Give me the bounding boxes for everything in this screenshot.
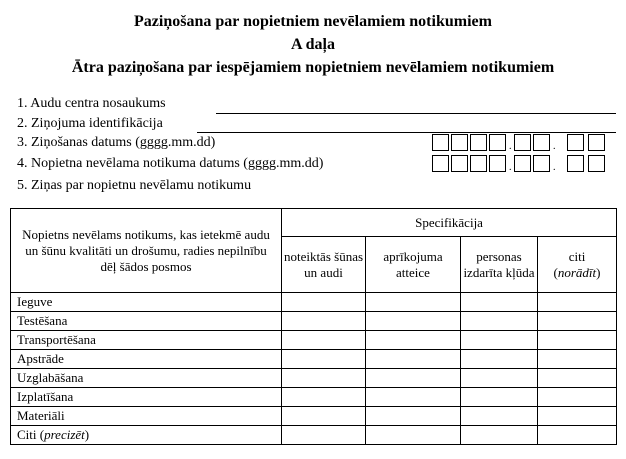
table-cell[interactable]	[282, 369, 366, 388]
row-label: Uzglabāšana	[11, 369, 282, 388]
table-cell[interactable]	[461, 369, 538, 388]
column-header-other: citi (norādīt)	[538, 237, 617, 293]
event-date-digit-box[interactable]	[514, 155, 531, 172]
table-cell[interactable]	[538, 426, 617, 445]
event-date-digit-box[interactable]	[588, 155, 605, 172]
specification-header: Specifikācija	[282, 209, 617, 237]
table-cell[interactable]	[538, 312, 617, 331]
table-row	[11, 388, 617, 407]
table-cell[interactable]	[282, 293, 366, 312]
tissue-centre-name-input-line[interactable]	[216, 113, 616, 114]
date-separator: .	[553, 141, 556, 152]
stage-column-header: Nopietns nevēlams notikums, kas ietekmē audu un šūnu kvalitāti un drošumu, radies nepilnību dēļ šādos posmos	[11, 209, 282, 293]
table-cell[interactable]	[538, 331, 617, 350]
row-label-other: Citi (precizēt)	[11, 426, 282, 445]
row-label: Transportēšana	[11, 331, 282, 350]
event-date-digit-box[interactable]	[432, 155, 449, 172]
table-cell[interactable]	[538, 350, 617, 369]
event-date-digit-box[interactable]	[451, 155, 468, 172]
event-date-digit-box[interactable]	[470, 155, 487, 172]
table-cell[interactable]	[282, 426, 366, 445]
table-cell[interactable]	[461, 312, 538, 331]
table-row	[11, 407, 617, 426]
row-label: Materiāli	[11, 407, 282, 426]
field-report-date-label: 3. Ziņošanas datums (gggg.mm.dd)	[17, 135, 216, 150]
row-label-other-note: precizēt	[44, 427, 85, 442]
form-part: A daļa	[290, 36, 335, 53]
table-cell[interactable]	[461, 350, 538, 369]
table-row	[11, 312, 617, 331]
field-event-date-label: 4. Nopietna nevēlama notikuma datums (gggg.mm.dd)	[17, 156, 324, 171]
table-cell[interactable]	[366, 407, 461, 426]
date-separator: .	[553, 162, 556, 173]
report-date-digit-box[interactable]	[588, 134, 605, 151]
row-label: Izplatīšana	[11, 388, 282, 407]
table-row	[11, 350, 617, 369]
date-separator: .	[509, 162, 512, 173]
table-cell[interactable]	[538, 293, 617, 312]
table-cell[interactable]	[461, 331, 538, 350]
column-header-tissues: noteiktās šūnas un audi	[282, 237, 366, 293]
table-cell[interactable]	[282, 331, 366, 350]
table-cell[interactable]	[282, 407, 366, 426]
table-cell[interactable]	[461, 426, 538, 445]
report-date-digit-box[interactable]	[489, 134, 506, 151]
table-cell[interactable]	[461, 388, 538, 407]
table-row	[11, 331, 617, 350]
row-label: Ieguve	[11, 293, 282, 312]
column-header-equipment-failure: aprīkojuma atteice	[366, 237, 461, 293]
table-row	[11, 369, 617, 388]
table-header-row	[11, 209, 617, 237]
report-date-digit-box[interactable]	[470, 134, 487, 151]
column-header-human-error: personas izdarīta kļūda	[461, 237, 538, 293]
table-cell[interactable]	[282, 312, 366, 331]
column-header-other-note: norādīt	[557, 264, 597, 280]
field-report-id-label: 2. Ziņojuma identifikācija	[17, 116, 163, 131]
table-cell[interactable]	[461, 293, 538, 312]
form-subtitle: Ātra paziņošana par iespējamiem nopietniem nevēlamiem notikumiem	[71, 59, 555, 76]
table-cell[interactable]	[366, 331, 461, 350]
field-event-info-label: 5. Ziņas par nopietnu nevēlamu notikumu	[17, 178, 252, 193]
table-cell[interactable]	[461, 407, 538, 426]
table-cell[interactable]	[366, 426, 461, 445]
form-title: Paziņošana par nopietniem nevēlamiem notikumiem	[134, 13, 492, 30]
report-date-digit-box[interactable]	[432, 134, 449, 151]
table-cell[interactable]	[538, 369, 617, 388]
table-cell[interactable]	[538, 388, 617, 407]
event-date-digit-box[interactable]	[489, 155, 506, 172]
field-tissue-centre-name-label: 1. Audu centra nosaukums	[17, 96, 166, 111]
table-cell[interactable]	[366, 388, 461, 407]
table-cell[interactable]	[366, 312, 461, 331]
row-label: Apstrāde	[11, 350, 282, 369]
table-cell[interactable]	[282, 388, 366, 407]
row-label-other-text: Citi	[17, 427, 37, 442]
report-id-input-line[interactable]	[197, 132, 616, 133]
event-date-digit-box[interactable]	[533, 155, 550, 172]
event-specification-table	[10, 208, 617, 445]
event-date-digit-box[interactable]	[567, 155, 584, 172]
report-date-digit-box[interactable]	[514, 134, 531, 151]
row-label: Testēšana	[11, 312, 282, 331]
table-cell[interactable]	[366, 350, 461, 369]
table-cell[interactable]	[538, 407, 617, 426]
table-cell[interactable]	[366, 293, 461, 312]
report-date-digit-box[interactable]	[533, 134, 550, 151]
table-cell[interactable]	[282, 350, 366, 369]
report-date-digit-box[interactable]	[567, 134, 584, 151]
table-row	[11, 293, 617, 312]
table-row	[11, 426, 617, 445]
date-separator: .	[509, 141, 512, 152]
report-date-digit-box[interactable]	[451, 134, 468, 151]
table-cell[interactable]	[366, 369, 461, 388]
column-header-other-label: citi	[568, 248, 586, 264]
